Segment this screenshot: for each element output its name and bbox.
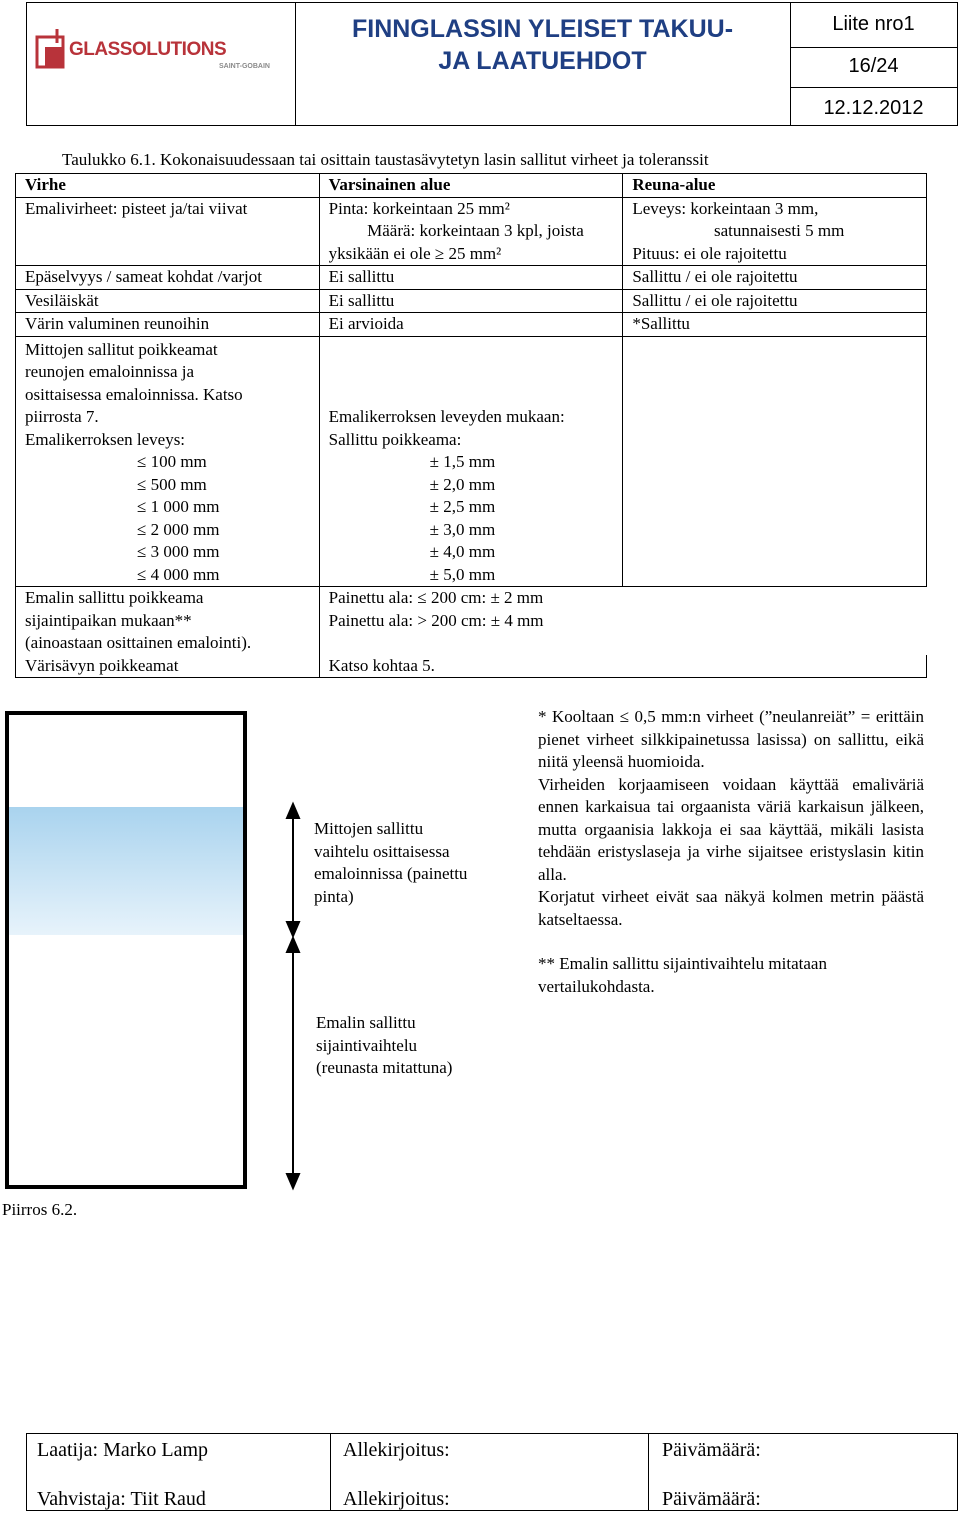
- deviation-value: ± 4,0 mm: [429, 542, 496, 561]
- appendix-number: Liite nro1: [790, 13, 957, 48]
- document-title: [295, 13, 790, 77]
- print-area-label: [314, 818, 467, 908]
- logo-cell: [27, 3, 296, 125]
- document-date: 12.12.2012: [823, 97, 924, 119]
- column-header-edge-area: Reuna-alue: [623, 174, 927, 198]
- table-cell: Värin valuminen reunoihin: [16, 313, 320, 337]
- cell-line: osittaisessa emaloinnissa. Katso: [25, 384, 243, 404]
- footnote-visibility: Korjatut virheet eivät saa näkyä kolmen metrin päästä katseltaessa.: [538, 887, 924, 929]
- cell-line: Pinta: korkeintaan 25 mm²: [328, 198, 510, 218]
- date-field-2: Päivämäärä:: [662, 1488, 761, 1510]
- deviation-value: ± 1,5 mm: [429, 452, 496, 471]
- made-by: Laatija: Marko Lamp: [37, 1439, 209, 1461]
- footnotes: [538, 706, 924, 998]
- edge-distance-label: [316, 1012, 452, 1080]
- logo-text: GLASSOLUTIONS: [69, 39, 227, 60]
- cell-line: sijaintipaikan mukaan**: [25, 610, 192, 630]
- cell-line: Mittojen sallitut poikkeamat: [25, 339, 218, 359]
- table-cell: Ei arvioida: [319, 313, 623, 337]
- table-cell: Värisävyn poikkeamat: [16, 655, 320, 678]
- cell-line: yksikään ei ole ≥ 25 mm²: [328, 243, 502, 263]
- signature-footer: [26, 1433, 958, 1511]
- enamel-diagram: [0, 700, 330, 1200]
- label-line: Mittojen sallittu: [314, 819, 424, 838]
- table-row: [16, 587, 927, 655]
- glassolutions-logo-icon: [35, 27, 71, 82]
- figure-caption: Piirros 6.2.: [2, 1200, 78, 1219]
- table-cell: [319, 197, 623, 266]
- table-row: [16, 313, 927, 337]
- deviation-value: ± 2,5 mm: [429, 497, 496, 516]
- table-cell: *Sallittu: [623, 313, 927, 337]
- width-value: ≤ 100 mm: [137, 452, 207, 471]
- approved-by: Vahvistaja: Tiit Raud: [37, 1488, 206, 1510]
- label-line: emaloinnissa (painettu: [314, 864, 468, 883]
- date-field-1: Päivämäärä:: [662, 1439, 761, 1461]
- table-cell: Sallittu / ei ole rajoitettu: [623, 266, 927, 290]
- width-value: ≤ 3 000 mm: [137, 542, 220, 561]
- cell-line: reunojen emaloinnissa ja: [25, 362, 195, 381]
- table-caption: Taulukko 6.1. Kokonaisuudessaan tai osittain taustasävytetyn lasin sallitut virheet ja toleranssit: [62, 150, 709, 169]
- signature-field-1: Allekirjoitus:: [343, 1439, 450, 1461]
- footnote-position: ** Emalin sallittu sijaintivaihtelu mitataan vertailukohdasta.: [538, 954, 827, 996]
- cell-line: Sallittu poikkeama:: [328, 429, 462, 449]
- width-value: ≤ 500 mm: [137, 474, 207, 494]
- cell-line: Painettu ala: ≤ 200 cm: ± 2 mm: [328, 588, 544, 607]
- table-cell: Epäselvyys / sameat kohdat /varjot: [16, 266, 320, 290]
- table-header-row: [16, 174, 927, 198]
- footnote-pinholes: * Kooltaan ≤ 0,5 mm:n virheet (”neulanreiät” = erittäin pienet virheet silkkipainetussa lasissa) on sallittu, eikä niitä yleensä huomioida.: [538, 707, 924, 771]
- width-value: ≤ 1 000 mm: [137, 497, 220, 516]
- table-row: [16, 266, 927, 290]
- cell-line: piirrosta 7.: [25, 407, 99, 426]
- table-cell: [623, 197, 927, 266]
- glass-pane-frame: [7, 713, 245, 1187]
- table-cell: Ei sallittu: [319, 266, 623, 290]
- table-row: [16, 655, 927, 678]
- cell-line: Emalin sallittu poikkeama: [25, 588, 204, 607]
- label-line: Emalin sallittu: [316, 1013, 416, 1032]
- table-cell: Sallittu / ei ole rajoitettu: [623, 289, 927, 313]
- table-cell: Katso kohtaa 5.: [319, 655, 926, 678]
- deviation-value: ± 3,0 mm: [429, 519, 496, 539]
- table-cell: [319, 587, 926, 655]
- cell-line: Määrä: korkeintaan 3 kpl, joista: [367, 221, 584, 240]
- table-cell: Emalivirheet: pisteet ja/tai viivat: [16, 197, 320, 266]
- cell-line: Painettu ala: > 200 cm: ± 4 mm: [328, 610, 544, 630]
- page-number: 16/24: [790, 51, 957, 88]
- document-title-line-2: JA LAATUEHDOT: [438, 47, 647, 75]
- label-line: vaihtelu osittaisessa: [314, 841, 450, 861]
- width-value: ≤ 4 000 mm: [137, 564, 220, 584]
- table-cell: Vesiläiskät: [16, 289, 320, 313]
- deviation-value: ± 2,0 mm: [429, 474, 496, 494]
- cell-line: Emalikerroksen leveys:: [25, 429, 186, 449]
- deviation-value: ± 5,0 mm: [429, 564, 496, 584]
- dimension-arrow-edge-distance: [287, 938, 299, 1188]
- logo-subtitle: SAINT-GOBAIN: [219, 63, 270, 70]
- table-cell: [16, 336, 320, 587]
- meta-cell: [790, 3, 957, 125]
- tolerance-table: [15, 173, 927, 678]
- footnote-repair: Virheiden korjaamiseen voidaan käyttää emaliväriä ennen karkaisua tai orgaanista väriä karkaisun jälkeen, mutta orgaanisia lakkoja ei saa käyttää, mikäli lasista tehdään eristyslaseja ja virhe sijaitsee eristyslasin kitin alla.: [538, 774, 924, 884]
- column-header-defect: Virhe: [16, 174, 320, 198]
- signature-field-2: Allekirjoitus:: [343, 1488, 450, 1510]
- table-cell: [16, 587, 320, 655]
- column-header-main-area: Varsinainen alue: [319, 174, 623, 198]
- table-row: [16, 289, 927, 313]
- title-cell: [295, 3, 791, 125]
- cell-line: Pituus: ei ole rajoitettu: [632, 243, 787, 263]
- table-cell: Ei sallittu: [319, 289, 623, 313]
- cell-line: satunnaisesti 5 mm: [713, 221, 845, 240]
- cell-line: Emalikerroksen leveyden mukaan:: [328, 407, 565, 426]
- cell-line: Leveys: korkeintaan 3 mm,: [632, 198, 819, 218]
- document-header: [26, 2, 958, 126]
- table-cell: [319, 336, 623, 587]
- table-cell: [623, 336, 927, 587]
- label-line: (reunasta mitattuna): [316, 1058, 453, 1077]
- enamel-print-area: [8, 807, 244, 935]
- table-row: [16, 197, 927, 266]
- label-line: pinta): [314, 886, 354, 906]
- cell-line: (ainoastaan osittainen emalointi).: [25, 633, 252, 652]
- table-row: [16, 336, 927, 587]
- width-value: ≤ 2 000 mm: [137, 519, 220, 539]
- document-title-line-1: FINNGLASSIN YLEISET TAKUU-: [351, 15, 734, 43]
- label-line: sijaintivaihtelu: [316, 1035, 418, 1055]
- dimension-arrow-print-area: [287, 804, 299, 936]
